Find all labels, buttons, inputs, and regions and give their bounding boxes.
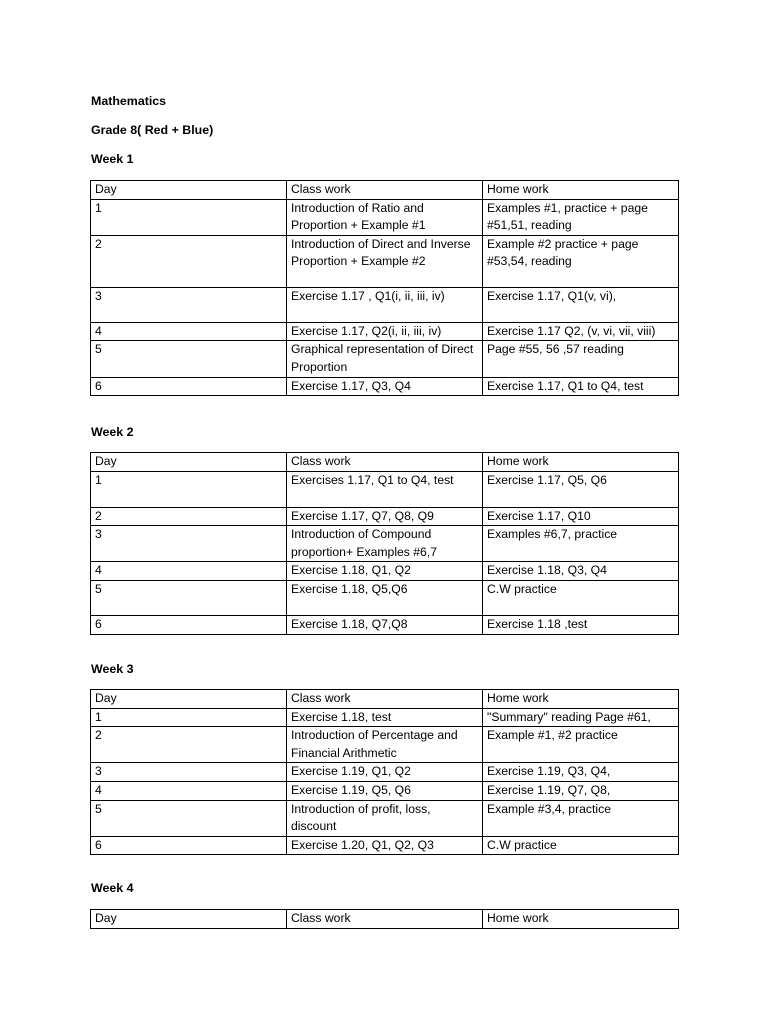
cell-home-work: Examples #1, practice + page #51,51, reading	[483, 199, 679, 235]
cell-day: 1	[91, 199, 287, 235]
cell-day: 6	[91, 836, 287, 855]
cell-home-work: Exercise 1.19, Q3, Q4,	[483, 763, 679, 782]
cell-class-work: Introduction of Percentage and Financial Arithmetic	[287, 727, 483, 763]
table-header-row	[91, 181, 679, 200]
table-row	[91, 800, 679, 836]
header-class-work: Class work	[287, 181, 483, 200]
header-home-work: Home work	[483, 453, 679, 472]
cell-day: 6	[91, 615, 287, 634]
table-row	[91, 708, 679, 727]
cell-day: 4	[91, 322, 287, 341]
cell-class-work: Exercise 1.17, Q7, Q8, Q9	[287, 507, 483, 526]
week-3-table	[90, 689, 679, 855]
table-row	[91, 235, 679, 287]
cell-class-work: Exercise 1.20, Q1, Q2, Q3	[287, 836, 483, 855]
cell-class-work: Exercise 1.18, Q7,Q8	[287, 615, 483, 634]
header-class-work: Class work	[287, 453, 483, 472]
cell-day: 1	[91, 708, 287, 727]
week-4-table	[90, 909, 679, 929]
table-row	[91, 615, 679, 634]
cell-home-work: Exercise 1.18, Q3, Q4	[483, 562, 679, 581]
week-1-table	[90, 180, 679, 396]
table-row	[91, 341, 679, 377]
table-row	[91, 580, 679, 615]
week-2-heading: Week 2	[91, 425, 134, 439]
cell-day: 4	[91, 781, 287, 800]
cell-class-work: Exercises 1.17, Q1 to Q4, test	[287, 471, 483, 507]
cell-class-work: Exercise 1.18, test	[287, 708, 483, 727]
cell-day: 5	[91, 800, 287, 836]
cell-home-work: Examples #6,7, practice	[483, 526, 679, 562]
week-3-heading: Week 3	[91, 662, 134, 676]
cell-home-work: Exercise 1.17 Q2, (v, vi, vii, viii)	[483, 322, 679, 341]
table-header-row	[91, 453, 679, 472]
cell-class-work: Graphical representation of Direct Proportion	[287, 341, 483, 377]
cell-day: 2	[91, 235, 287, 287]
cell-day: 5	[91, 580, 287, 615]
header-class-work: Class work	[287, 690, 483, 709]
table-header-row	[91, 910, 679, 929]
cell-home-work: Example #2 practice + page #53,54, reading	[483, 235, 679, 287]
document-subject: Mathematics	[91, 94, 167, 108]
header-home-work: Home work	[483, 181, 679, 200]
cell-home-work: Exercise 1.17, Q5, Q6	[483, 471, 679, 507]
cell-class-work: Exercise 1.18, Q1, Q2	[287, 562, 483, 581]
cell-class-work: Introduction of Direct and Inverse Proportion + Example #2	[287, 235, 483, 287]
header-day: Day	[91, 181, 287, 200]
cell-home-work: Exercise 1.18 ,test	[483, 615, 679, 634]
cell-home-work: Example #3,4, practice	[483, 800, 679, 836]
cell-home-work: Page #55, 56 ,57 reading	[483, 341, 679, 377]
cell-day: 3	[91, 287, 287, 322]
table-row	[91, 199, 679, 235]
cell-day: 3	[91, 763, 287, 782]
cell-home-work: Exercise 1.19, Q7, Q8,	[483, 781, 679, 800]
table-header-row	[91, 690, 679, 709]
table-row	[91, 781, 679, 800]
table-row	[91, 727, 679, 763]
cell-home-work: Exercise 1.17, Q10	[483, 507, 679, 526]
cell-day: 3	[91, 526, 287, 562]
header-home-work: Home work	[483, 690, 679, 709]
cell-class-work: Introduction of Ratio and Proportion + Example #1	[287, 199, 483, 235]
cell-day: 6	[91, 377, 287, 396]
header-day: Day	[91, 453, 287, 472]
table-row	[91, 763, 679, 782]
cell-day: 2	[91, 727, 287, 763]
header-day: Day	[91, 910, 287, 929]
header-home-work: Home work	[483, 910, 679, 929]
week-2-table	[90, 452, 679, 635]
cell-class-work: Exercise 1.17, Q2(i, ii, iii, iv)	[287, 322, 483, 341]
table-row	[91, 526, 679, 562]
table-row	[91, 322, 679, 341]
cell-class-work: Exercise 1.19, Q5, Q6	[287, 781, 483, 800]
cell-class-work: Introduction of profit, loss, discount	[287, 800, 483, 836]
cell-home-work: "Summary" reading Page #61,	[483, 708, 679, 727]
document-grade: Grade 8( Red + Blue)	[91, 123, 214, 137]
header-day: Day	[91, 690, 287, 709]
cell-class-work: Exercise 1.17 , Q1(i, ii, iii, iv)	[287, 287, 483, 322]
cell-class-work: Exercise 1.18, Q5,Q6	[287, 580, 483, 615]
cell-day: 5	[91, 341, 287, 377]
cell-class-work: Exercise 1.17, Q3, Q4	[287, 377, 483, 396]
table-row	[91, 836, 679, 855]
cell-day: 2	[91, 507, 287, 526]
table-row	[91, 507, 679, 526]
cell-class-work: Exercise 1.19, Q1, Q2	[287, 763, 483, 782]
cell-home-work: C.W practice	[483, 580, 679, 615]
week-1-heading: Week 1	[91, 152, 134, 166]
cell-home-work: C.W practice	[483, 836, 679, 855]
cell-home-work: Exercise 1.17, Q1 to Q4, test	[483, 377, 679, 396]
cell-day: 1	[91, 471, 287, 507]
table-row	[91, 471, 679, 507]
cell-day: 4	[91, 562, 287, 581]
table-row	[91, 377, 679, 396]
table-row	[91, 287, 679, 322]
cell-home-work: Example #1, #2 practice	[483, 727, 679, 763]
cell-class-work: Introduction of Compound proportion+ Examples #6,7	[287, 526, 483, 562]
cell-home-work: Exercise 1.17, Q1(v, vi),	[483, 287, 679, 322]
header-class-work: Class work	[287, 910, 483, 929]
week-4-heading: Week 4	[91, 881, 134, 895]
table-row	[91, 562, 679, 581]
